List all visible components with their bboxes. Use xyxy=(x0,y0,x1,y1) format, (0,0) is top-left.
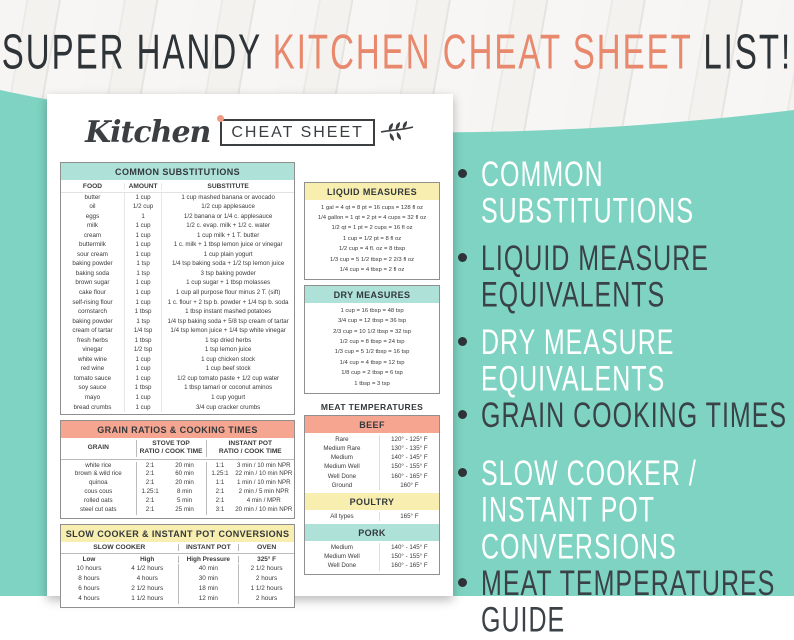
pressure-cell: 18 min xyxy=(178,584,239,594)
substitute-cell: 1 cup yogurt xyxy=(161,393,294,403)
food-cell: fresh herbs xyxy=(76,336,108,344)
feature-list-item xyxy=(456,154,792,232)
amount-cell: 1 cup xyxy=(124,240,161,250)
poultry-rows xyxy=(305,510,439,524)
grain-cell: cous cous xyxy=(84,488,113,496)
ip-time-cell: 4 min / MPR xyxy=(246,497,281,505)
amount-cell: 1 cup xyxy=(124,298,161,308)
doneness-cell: Medium Well xyxy=(324,463,360,471)
temperature-cell: 150° - 155° F xyxy=(379,462,439,471)
stove-ratio-cell: 2:1 xyxy=(136,462,164,471)
doneness-cell: Medium xyxy=(330,454,353,462)
pork-rows xyxy=(305,541,439,574)
substitute-cell: 1 tsp lemon juice xyxy=(161,345,294,355)
substitute-cell: 1 c. flour + 2 tsp b. powder + 1/4 tsp b. soda xyxy=(161,298,294,308)
col-instant-pot xyxy=(206,440,295,457)
feature-list-item xyxy=(456,238,792,316)
sheet-left-column xyxy=(60,162,295,613)
liquid-measure-line: 1 gal = 4 qt = 8 pt = 16 cups = 128 fl oz xyxy=(320,204,424,211)
substitution-row xyxy=(61,278,294,288)
food-cell: bread crumbs xyxy=(73,403,112,411)
sub-oven-temp: 325° F xyxy=(238,556,294,563)
amount-cell: 1 cup xyxy=(124,250,161,260)
amount-cell: 1 cup xyxy=(124,231,161,241)
conversions-group-headers xyxy=(61,542,294,555)
high-cell: 2 1/2 hours xyxy=(131,585,164,593)
substitute-cell: 1 tbsp instant mashed potatoes xyxy=(161,307,294,317)
dry-measure-line: 3/4 cup = 12 tbsp = 36 tsp xyxy=(337,318,407,325)
beef-header: BEEF xyxy=(305,416,439,433)
amount-cell: 1 cup xyxy=(124,221,161,231)
doneness-cell: Rare xyxy=(335,435,349,443)
liquid-measure-line: 1/2 cup = 4 fl. oz = 8 tbsp xyxy=(338,246,406,253)
conversions-header: SLOW COOKER & INSTANT POT CONVERSIONS xyxy=(61,525,294,542)
beef-temp-row xyxy=(305,462,439,471)
temperature-cell: 130° - 135° F xyxy=(379,444,439,453)
stove-ratio-cell: 2:1 xyxy=(136,479,164,488)
stove-time-cell: 5 min xyxy=(176,497,193,505)
feature-label: LIQUID MEASURE EQUIVALENTS xyxy=(481,238,709,316)
cheat-sheet-page xyxy=(47,94,453,603)
temperature-cell: 160° F xyxy=(379,481,439,490)
food-cell: mayo xyxy=(84,393,101,401)
doneness-cell: Well Done xyxy=(327,472,357,480)
temperature-cell: 160° - 165° F xyxy=(379,561,439,570)
meat-temperatures-box xyxy=(304,415,440,574)
headline-highlight: KITCHEN CHEAT SHEET xyxy=(272,24,693,79)
amount-cell: 1 cup xyxy=(124,278,161,288)
amount-cell: 1/2 tsp xyxy=(124,345,161,355)
pork-temp-row xyxy=(305,561,439,570)
amount-cell: 1 cup xyxy=(124,364,161,374)
substitution-row xyxy=(61,326,294,336)
food-cell: cornstarch xyxy=(78,308,107,316)
high-cell: 1 1/2 hours xyxy=(131,595,164,603)
beef-rows xyxy=(305,433,439,494)
substitute-cell: 1 cup chicken stock xyxy=(161,355,294,365)
food-cell: cake flour xyxy=(79,288,106,296)
pork-temp-row xyxy=(305,543,439,552)
ip-time-cell: 20 min / 10 min NPR xyxy=(235,506,293,514)
stove-top-sublabel: RATIO / COOK TIME xyxy=(139,448,203,456)
substitution-row xyxy=(61,193,294,203)
substitution-row xyxy=(61,336,294,346)
stove-ratio-cell: 1.25:1 xyxy=(136,488,164,497)
amount-cell: 1 cup xyxy=(124,355,161,365)
substitute-cell: 1/2 banana or 1/4 c. applesauce xyxy=(161,212,294,222)
col-amount: AMOUNT xyxy=(124,183,161,190)
substitute-cell: 1 cup milk + 1 T. butter xyxy=(161,231,294,241)
beef-temp-row xyxy=(305,481,439,490)
pressure-cell: 12 min xyxy=(178,594,239,604)
temperature-cell: 165° F xyxy=(379,512,439,521)
bullet-dot-icon xyxy=(458,169,467,178)
substitute-cell: 1/4 tsp baking soda + 5/8 tsp cream of tartar xyxy=(161,317,294,327)
food-cell: baking powder xyxy=(72,260,113,268)
substitute-cell: 3 tsp baking powder xyxy=(161,269,294,279)
liquid-measure-line: 1/2 qt = 1 pt = 2 cups = 16 fl oz xyxy=(331,225,413,232)
amount-cell: 1 cup xyxy=(124,393,161,403)
dry-measure-line: 1/2 cup = 8 tbsp = 24 tsp xyxy=(339,339,405,346)
headline xyxy=(0,24,794,80)
headline-prefix: SUPER HANDY xyxy=(1,24,273,79)
dry-measures-box xyxy=(304,285,440,394)
amount-cell: 1 xyxy=(124,212,161,222)
bullet-dot-icon xyxy=(458,578,467,587)
feature-list-item xyxy=(456,563,792,640)
substitution-row xyxy=(61,364,294,374)
stove-time-cell: 8 min xyxy=(176,488,193,496)
liquid-measure-line: 1/4 gallon = 1 qt = 2 pt = 4 cups = 32 fl oz xyxy=(317,214,427,221)
feature-label: SLOW COOKER / INSTANT POT CONVERSIONS xyxy=(481,453,697,568)
amount-cell: 1 tsp xyxy=(124,317,161,327)
logo-dot xyxy=(217,115,224,122)
stove-time-cell: 20 min xyxy=(175,461,194,469)
substitute-cell: 1 cup sugar + 1 tbsp molasses xyxy=(161,278,294,288)
doneness-cell: Medium xyxy=(330,543,353,551)
ip-time-cell: 22 min / 10 min NPR xyxy=(235,470,293,478)
pork-temp-row xyxy=(305,552,439,561)
amount-cell: 1 tsp xyxy=(124,259,161,269)
amount-cell: 1/2 cup xyxy=(124,202,161,212)
group-slow-cooker: SLOW COOKER xyxy=(93,544,146,552)
food-cell: buttermilk xyxy=(79,241,106,249)
food-cell: cream xyxy=(83,231,102,239)
grain-column-headers xyxy=(61,438,294,460)
sheet-right-column xyxy=(304,182,440,613)
low-cell: 4 hours xyxy=(78,595,100,603)
amount-cell: 1 tbsp xyxy=(124,336,161,346)
feature-label: GRAIN COOKING TIMES xyxy=(481,395,788,436)
amount-cell: 1 tsp xyxy=(124,269,161,279)
temperature-cell: 160° - 165° F xyxy=(379,472,439,481)
food-cell: baking powder xyxy=(72,317,113,325)
grain-row xyxy=(61,462,294,471)
headline-suffix: LIST! xyxy=(692,24,793,79)
grain-cell: white rice xyxy=(85,461,112,469)
substitute-cell: 1 cup plain yogurt xyxy=(161,250,294,260)
substitutions-column-headers xyxy=(61,180,294,193)
substitute-cell: 1/2 cup tomato paste + 1/2 cup water xyxy=(161,374,294,384)
stove-time-cell: 25 min xyxy=(175,506,194,514)
conversion-row xyxy=(61,574,294,584)
liquid-measures-box xyxy=(304,182,440,280)
stove-time-cell: 60 min xyxy=(175,470,194,478)
ip-time-cell: 2 min / 5 min NPR xyxy=(238,488,289,496)
substitute-cell: 1 cup mashed banana or avocado xyxy=(161,193,294,203)
group-instant-pot: INSTANT POT xyxy=(178,544,239,551)
food-cell: red wine xyxy=(80,365,105,373)
ip-time-cell: 1 min / 10 min NPR xyxy=(236,479,291,487)
food-cell: butter xyxy=(84,193,101,201)
col-substitute: SUBSTITUTE xyxy=(161,183,294,190)
col-stove-top xyxy=(136,440,206,457)
logo xyxy=(47,110,453,154)
substitute-cell: 1 tbsp tamari or coconut aminos xyxy=(161,383,294,393)
food-cell: tomato sauce xyxy=(73,374,112,382)
food-cell: oil xyxy=(89,203,96,211)
substitution-row xyxy=(61,202,294,212)
slow-cooker-conversions-table xyxy=(60,524,295,608)
substitution-row xyxy=(61,259,294,269)
food-cell: milk xyxy=(86,222,98,230)
amount-cell: 1/4 tsp xyxy=(124,326,161,336)
substitution-row xyxy=(61,250,294,260)
dry-measure-line: 1/3 cup = 5 1/2 tbsp = 16 tsp xyxy=(334,349,410,356)
stove-ratio-cell: 2:1 xyxy=(136,470,164,479)
feature-label: DRY MEASURE EQUIVALENTS xyxy=(481,322,675,400)
food-cell: baking soda xyxy=(75,269,110,277)
bullet-dot-icon xyxy=(458,337,467,346)
poultry-header: POULTRY xyxy=(305,493,439,510)
dry-measure-line: 2/3 cup = 10 1/2 tbsp = 32 tsp xyxy=(333,328,412,335)
oven-cell: 2 1/2 hours xyxy=(238,564,294,574)
pork-header: PORK xyxy=(305,524,439,541)
food-cell: vinegar xyxy=(82,346,103,354)
dry-measure-line: 1 cup = 16 tbsp = 48 tsp xyxy=(340,307,404,314)
substitute-cell: 1/4 tsp baking soda + 1/2 tsp lemon juice xyxy=(161,259,294,269)
food-cell: brown sugar xyxy=(75,279,110,287)
ip-ratio-cell: 2:1 xyxy=(206,488,234,497)
conversion-row xyxy=(61,564,294,574)
feature-list-item xyxy=(456,322,792,400)
substitution-row xyxy=(61,307,294,317)
branch-icon xyxy=(379,119,415,145)
liquid-measure-line: 1 cup = 1/2 pt = 8 fl oz xyxy=(342,235,402,242)
conversion-rows xyxy=(61,564,294,607)
feature-list-item xyxy=(456,395,792,436)
dry-measures-header: DRY MEASURES xyxy=(305,286,439,303)
dry-measure-line: 1 tbsp = 3 tsp xyxy=(354,380,390,387)
substitute-cell: 1 cup all purpose flour minus 2 T. (sift) xyxy=(161,288,294,298)
doneness-cell: Well Done xyxy=(327,562,357,570)
sub-low: Low xyxy=(82,556,96,564)
amount-cell: 1 cup xyxy=(124,374,161,384)
doneness-cell: Medium Rare xyxy=(323,444,361,452)
feature-label: COMMON SUBSTITUTIONS xyxy=(481,154,695,232)
temperature-cell: 120° - 125° F xyxy=(379,435,439,444)
conversion-row xyxy=(61,584,294,594)
high-cell: 4 hours xyxy=(136,575,158,583)
oven-cell: 2 hours xyxy=(238,594,294,604)
substitute-cell: 1/2 c. evap. milk + 1/2 c. water xyxy=(161,221,294,231)
high-cell: 4 1/2 hours xyxy=(131,565,164,573)
feature-list-item xyxy=(456,453,792,568)
sheet-columns xyxy=(60,162,440,613)
food-cell: cream of tartar xyxy=(72,327,113,335)
ip-time-cell: 3 min / 10 min NPR xyxy=(236,461,291,469)
amount-cell: 1 cup xyxy=(124,403,161,413)
food-cell: eggs xyxy=(85,212,100,220)
grain-rows xyxy=(61,460,294,518)
substitution-row xyxy=(61,403,294,413)
substitution-row xyxy=(61,374,294,384)
grain-cell: rolled oats xyxy=(84,497,113,505)
amount-cell: 1 cup xyxy=(124,288,161,298)
substitution-row xyxy=(61,383,294,393)
liquid-measures-header: LIQUID MEASURES xyxy=(305,183,439,200)
substitution-row xyxy=(61,393,294,403)
low-cell: 8 hours xyxy=(78,575,100,583)
oven-cell: 1 1/2 hours xyxy=(238,584,294,594)
grain-row xyxy=(61,479,294,488)
instant-pot-sublabel: RATIO / COOK TIME xyxy=(218,448,282,456)
substitution-row xyxy=(61,269,294,279)
grain-cell: brown & wild rice xyxy=(74,470,122,478)
common-substitutions-header: COMMON SUBSTITUTIONS xyxy=(61,163,294,180)
substitution-row xyxy=(61,212,294,222)
ip-ratio-cell: 2:1 xyxy=(206,497,234,506)
grain-row xyxy=(61,497,294,506)
substitution-row xyxy=(61,317,294,327)
food-cell: soy sauce xyxy=(78,384,107,392)
substitution-row xyxy=(61,231,294,241)
amount-cell: 1 tbsp xyxy=(124,383,161,393)
temperature-cell: 150° - 155° F xyxy=(379,552,439,561)
doneness-cell: Medium Well xyxy=(324,552,360,560)
sub-high-pressure: High Pressure xyxy=(178,556,239,563)
temperature-cell: 140° - 145° F xyxy=(379,543,439,552)
substitution-row xyxy=(61,298,294,308)
meat-temperatures-title: MEAT TEMPERATURES xyxy=(320,402,424,413)
common-substitutions-table xyxy=(60,162,295,415)
amount-cell: 1 tbsp xyxy=(124,307,161,317)
stove-ratio-cell: 2:1 xyxy=(136,497,164,506)
liquid-measure-line: 1/4 cup = 4 tbsp = 2 fl oz xyxy=(339,266,405,273)
beef-temp-row xyxy=(305,453,439,462)
stove-ratio-cell: 2:1 xyxy=(136,506,164,515)
feature-list xyxy=(456,154,792,640)
ip-ratio-cell: 3:1 xyxy=(206,506,234,515)
pressure-cell: 30 min xyxy=(178,574,239,584)
substitute-cell: 1/4 tsp lemon juice + 1/4 tsp white vinegar xyxy=(161,326,294,336)
bullet-dot-icon xyxy=(458,253,467,262)
substitute-cell: 3/4 cup cracker crumbs xyxy=(161,403,294,413)
beef-temp-row xyxy=(305,472,439,481)
dry-measures-lines xyxy=(305,303,439,393)
substitution-row xyxy=(61,288,294,298)
sub-high: High xyxy=(140,556,155,564)
substitute-cell: 1 cup beef stock xyxy=(161,364,294,374)
bullet-dot-icon xyxy=(458,410,467,419)
grain-row xyxy=(61,488,294,497)
conversions-sub-headers xyxy=(61,554,294,564)
grain-cell: quinoa xyxy=(88,479,108,487)
poultry-temp-row xyxy=(305,512,439,521)
food-cell: self-rising flour xyxy=(72,298,113,306)
logo-kitchen-script: Kitchen xyxy=(85,114,211,150)
substitute-cell: 1 tsp dried herbs xyxy=(161,336,294,346)
stove-top-label: STOVE TOP xyxy=(152,439,190,447)
oven-cell: 2 hours xyxy=(238,574,294,584)
instant-pot-label: INSTANT POT xyxy=(228,439,273,447)
feature-label: MEAT TEMPERATURES GUIDE xyxy=(481,563,776,640)
substitute-cell: 1 c. milk + 1 tbsp lemon juice or vinegar xyxy=(161,240,294,250)
low-cell: 10 hours xyxy=(76,565,102,573)
liquid-measure-line: 1/3 cup = 5 1/2 tbsp = 2 2/3 fl oz xyxy=(329,256,415,263)
group-oven: OVEN xyxy=(238,544,294,551)
doneness-cell: Ground xyxy=(331,482,353,490)
temperature-cell: 140° - 145° F xyxy=(379,453,439,462)
dry-measure-line: 1/8 cup = 2 tbsp = 6 tsp xyxy=(341,370,403,377)
substitution-row xyxy=(61,221,294,231)
col-food: FOOD xyxy=(82,182,102,190)
logo-cheat-sheet-label: CHEAT SHEET xyxy=(220,119,375,146)
beef-temp-row xyxy=(305,444,439,453)
grain-ratios-header: GRAIN RATIOS & COOKING TIMES xyxy=(61,421,294,438)
substitution-row xyxy=(61,345,294,355)
grain-ratios-table xyxy=(60,420,295,519)
substitutions-rows xyxy=(61,193,294,415)
doneness-cell: All types xyxy=(330,512,354,520)
stove-time-cell: 20 min xyxy=(175,479,194,487)
ip-ratio-cell: 1.25:1 xyxy=(206,470,234,479)
logo-box-wrap xyxy=(220,119,375,146)
grain-row xyxy=(61,470,294,479)
pressure-cell: 40 min xyxy=(178,564,239,574)
substitution-row xyxy=(61,240,294,250)
food-cell: white wine xyxy=(78,355,107,363)
substitute-cell: 1/2 cup applesauce xyxy=(161,202,294,212)
substitution-row xyxy=(61,355,294,365)
beef-temp-row xyxy=(305,435,439,444)
ip-ratio-cell: 1:1 xyxy=(206,479,234,488)
amount-cell: 1 cup xyxy=(124,193,161,203)
low-cell: 6 hours xyxy=(78,585,100,593)
dry-measure-line: 1/4 cup = 4 tbsp = 12 tsp xyxy=(339,359,405,366)
grain-cell: steel cut oats xyxy=(80,506,117,514)
ip-ratio-cell: 1:1 xyxy=(206,462,234,471)
liquid-measures-lines xyxy=(305,200,439,280)
food-cell: sour cream xyxy=(76,250,108,258)
grain-row xyxy=(61,506,294,515)
bullet-dot-icon xyxy=(458,468,467,477)
col-grain: GRAIN xyxy=(87,443,109,451)
